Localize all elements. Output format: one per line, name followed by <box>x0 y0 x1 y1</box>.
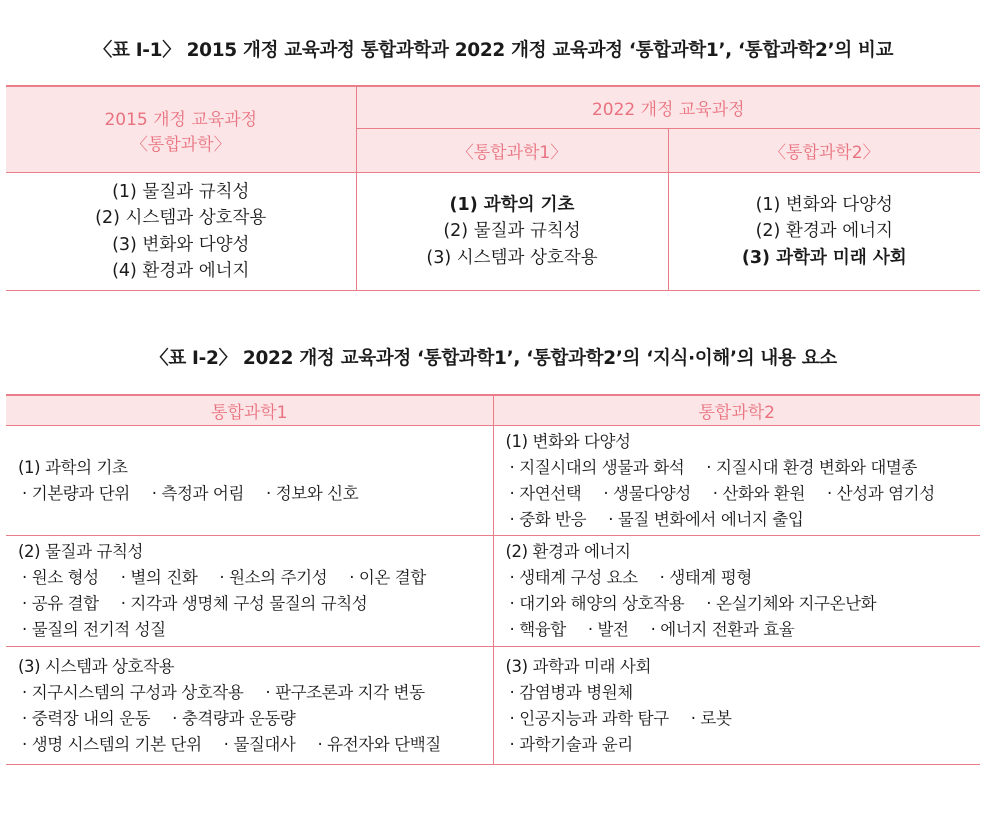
list-item: (1) 물질과 규칙성 <box>112 181 250 202</box>
content-element: · 정보와 신호 <box>266 483 359 503</box>
section-title: (2) 환경과 에너지 <box>505 542 631 561</box>
content-element: · 대기와 해양의 상호작용 <box>509 594 685 613</box>
content-element: · 중력장 내의 운동 <box>22 708 151 728</box>
table1-caption: 〈표 Ⅰ-1〉 2015 개정 교육과정 통합과학과 2022 개정 교육과정 ‘통합과학1’, ‘통합과학2’의 비교 <box>93 40 894 61</box>
element-line <box>18 591 493 617</box>
section-title: (2) 물질과 규칙성 <box>18 542 144 561</box>
content-element: · 자연선택 <box>509 483 582 503</box>
header-integrated2: 통합과학2 <box>493 395 980 426</box>
integrated1-cell <box>6 536 493 647</box>
list-item: (3) 변화와 다양성 <box>112 234 250 255</box>
comparison-table <box>6 85 980 291</box>
element-line <box>506 591 981 617</box>
content-element: · 충격량과 운동량 <box>172 708 296 728</box>
header-2015-line2: 〈통합과학〉 <box>130 134 231 155</box>
list-item: (2) 시스템과 상호작용 <box>95 208 267 228</box>
element-line <box>18 732 493 758</box>
section-title: (1) 과학의 기초 <box>18 457 128 477</box>
content-element: · 물질의 전기적 성질 <box>22 620 166 639</box>
table-row <box>6 536 980 647</box>
element-line <box>18 706 493 732</box>
content-element: · 별의 진화 <box>120 568 198 587</box>
content-element: · 과학기술과 윤리 <box>509 734 633 754</box>
content-element: · 지각과 생명체 구성 물질의 규칙성 <box>120 594 368 613</box>
element-line <box>506 617 981 643</box>
section-title: (3) 과학과 미래 사회 <box>505 656 651 676</box>
element-line <box>506 680 981 706</box>
content-element: · 물질 변화에서 에너지 출입 <box>608 509 804 529</box>
list-item: (2) 환경과 에너지 <box>755 221 893 242</box>
element-line <box>18 481 493 507</box>
integrated1-cell <box>6 426 493 536</box>
element-line <box>506 507 981 533</box>
header-sub1: 〈통합과학1〉 <box>356 129 668 173</box>
integrated1-cell <box>6 647 493 765</box>
table-row <box>6 426 980 536</box>
list-item: (1) 과학의 기초 <box>449 194 575 215</box>
items-sub2 <box>668 173 980 291</box>
content-element: · 유전자와 단백질 <box>317 734 441 754</box>
content-element: · 생태계 평형 <box>659 568 752 587</box>
content-element: · 지질시대의 생물과 화석 <box>509 457 685 477</box>
section-title: (1) 변화와 다양성 <box>505 431 631 451</box>
content-element: · 생명 시스템의 기본 단위 <box>22 734 202 754</box>
header-2015 <box>6 86 356 173</box>
content-element: · 온실기체와 지구온난화 <box>706 594 877 613</box>
items-2015 <box>6 173 356 291</box>
content-element: · 원소의 주기성 <box>219 568 328 587</box>
header-2022: 2022 개정 교육과정 <box>356 86 980 129</box>
element-line <box>18 680 493 706</box>
integrated2-cell <box>493 426 980 536</box>
header-integrated1: 통합과학1 <box>6 395 493 426</box>
list-item: (3) 과학과 미래 사회 <box>741 247 907 268</box>
content-element: · 중화 반응 <box>509 509 587 529</box>
element-line <box>506 732 981 758</box>
table2-caption: 〈표 Ⅰ-2〉 2022 개정 교육과정 ‘통합과학1’, ‘통합과학2’의 ‘지식·이해’의 내용 요소 <box>150 348 837 369</box>
element-line <box>506 481 981 507</box>
element-line <box>18 565 493 591</box>
items-sub1 <box>356 173 668 291</box>
content-element: · 산성과 염기성 <box>826 483 935 503</box>
content-element: · 산화와 환원 <box>712 483 805 503</box>
content-element: · 로봇 <box>690 708 732 728</box>
list-item: (1) 변화와 다양성 <box>755 194 893 215</box>
element-line <box>18 617 493 643</box>
content-element: · 원소 형성 <box>22 568 99 587</box>
section-title: (3) 시스템과 상호작용 <box>18 656 175 676</box>
element-line <box>506 706 981 732</box>
table-row <box>6 647 980 765</box>
content-element: · 판구조론과 지각 변동 <box>265 682 425 702</box>
content-element: · 측정과 어림 <box>151 483 245 503</box>
content-element: · 이온 결합 <box>349 568 426 587</box>
content-element: · 인공지능과 과학 탐구 <box>509 708 669 728</box>
content-elements-table <box>6 394 980 765</box>
content-element: · 발전 <box>587 620 629 639</box>
content-element: · 기본량과 단위 <box>22 483 130 503</box>
element-line <box>506 565 981 591</box>
content-element: · 물질대사 <box>223 734 296 754</box>
header-sub2: 〈통합과학2〉 <box>668 129 980 173</box>
content-element: · 지구시스템의 구성과 상호작용 <box>22 682 244 702</box>
integrated2-cell <box>493 536 980 647</box>
header-2015-line1: 2015 개정 교육과정 <box>104 109 258 130</box>
content-element: · 핵융합 <box>509 620 566 639</box>
content-element: · 공유 결합 <box>22 594 99 613</box>
content-element: · 감염병과 병원체 <box>509 682 633 702</box>
integrated2-cell <box>493 647 980 765</box>
element-line <box>506 455 981 481</box>
list-item: (2) 물질과 규칙성 <box>443 221 581 242</box>
list-item: (4) 환경과 에너지 <box>112 261 250 281</box>
content-element: · 생물다양성 <box>603 483 691 503</box>
content-element: · 지질시대 환경 변화와 대멸종 <box>706 457 917 477</box>
list-item: (3) 시스템과 상호작용 <box>426 247 598 268</box>
content-element: · 에너지 전환과 효율 <box>650 620 795 639</box>
content-element: · 생태계 구성 요소 <box>509 568 638 587</box>
